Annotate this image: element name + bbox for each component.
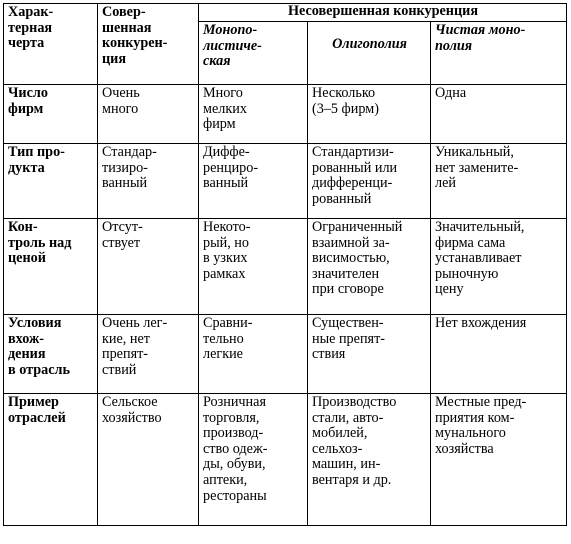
cell-monopolistic: Сравни- тельно легкие (199, 315, 308, 394)
competition-comparison-document (3, 3, 567, 526)
row-feature: Пример отраслей (4, 394, 98, 526)
cell-pure-monopoly: Нет вхождения (431, 315, 567, 394)
header-perfect-competition: Совер- шенная конкурен- ция (98, 4, 199, 85)
cell-pure-monopoly: Уникальный, нет замените- лей (431, 144, 567, 219)
cell-oligopoly: Существен- ные препят- ствия (308, 315, 431, 394)
header-pure-monopoly: Чистая моно- полия (431, 22, 567, 85)
table-row-product-type (4, 144, 567, 219)
header-monopolistic: Монопо- листиче- ская (199, 22, 308, 85)
cell-pure-monopoly: Местные пред- приятия ком- мунального хозяйства (431, 394, 567, 526)
cell-oligopoly: Несколько (3–5 фирм) (308, 85, 431, 144)
cell-perfect: Сельское хозяйство (98, 394, 199, 526)
cell-oligopoly: Ограниченный взаимной за- висимостью, значителен при сговоре (308, 219, 431, 315)
cell-pure-monopoly: Одна (431, 85, 567, 144)
cell-monopolistic: Много мелких фирм (199, 85, 308, 144)
header-imperfect-competition: Несовершенная конкуренция (199, 4, 567, 22)
cell-monopolistic: Некото- рый, но в узких рамках (199, 219, 308, 315)
table-row-price-control (4, 219, 567, 315)
header-oligopoly: Олигополия (308, 22, 431, 85)
cell-monopolistic: Диффе- ренциро- ванный (199, 144, 308, 219)
cell-perfect: Очень лег- кие, нет препят- ствий (98, 315, 199, 394)
table-row-entry-conditions (4, 315, 567, 394)
cell-perfect: Отсут- ствует (98, 219, 199, 315)
cell-oligopoly: Стандартизи- рованный или дифференци- рованный (308, 144, 431, 219)
cell-oligopoly: Производство стали, авто- мобилей, сельхоз- машин, ин- вентаря и др. (308, 394, 431, 526)
header-feature: Харак- терная черта (4, 4, 98, 85)
row-feature: Число фирм (4, 85, 98, 144)
cell-monopolistic: Розничная торговля, производ- ство одеж- ды, обуви, аптеки, рестораны (199, 394, 308, 526)
row-feature: Кон- троль над ценой (4, 219, 98, 315)
cell-pure-monopoly: Значительный, фирма сама устанавливает рыночную цену (431, 219, 567, 315)
row-feature: Условия вхож- дения в отрасль (4, 315, 98, 394)
cell-perfect: Стандар- тизиро- ванный (98, 144, 199, 219)
market-structures-table (3, 3, 567, 526)
cell-perfect: Очень много (98, 85, 199, 144)
table-row-number-of-firms (4, 85, 567, 144)
table-row-industry-examples (4, 394, 567, 526)
row-feature: Тип про- дукта (4, 144, 98, 219)
